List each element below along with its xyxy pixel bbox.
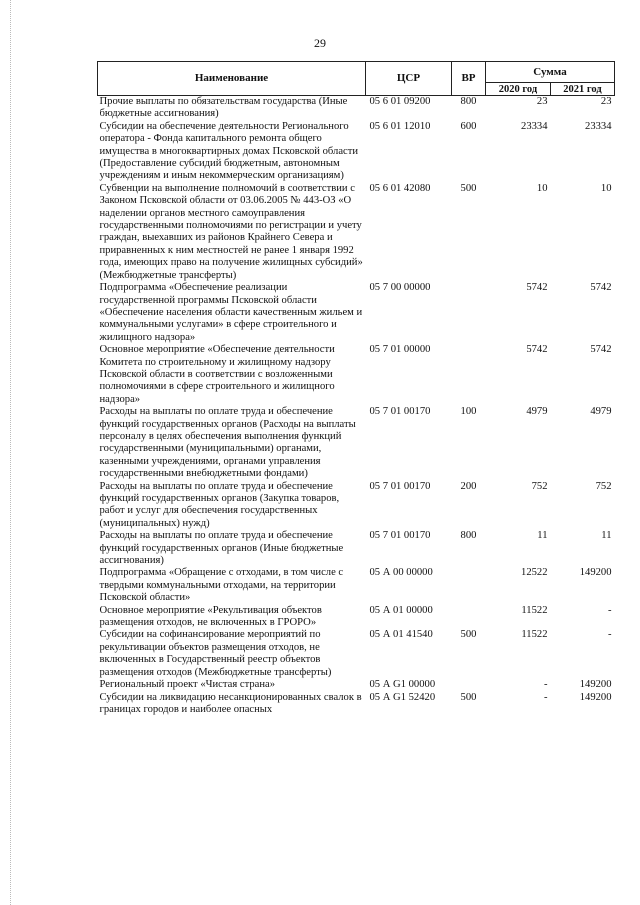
- row-sum-2021: 149200: [579, 679, 612, 691]
- row-vr: [452, 679, 486, 691]
- row-vr: 800: [460, 530, 477, 542]
- row-csr: 05 А G1 52420: [369, 691, 436, 703]
- row-csr: 05 6 01 12010: [369, 120, 431, 132]
- table-row: [98, 605, 615, 630]
- budget-table: [97, 61, 615, 716]
- page-number: 29: [314, 36, 326, 50]
- table-header: [98, 62, 615, 96]
- table-row: [98, 481, 615, 531]
- table-row: [98, 692, 615, 717]
- row-sum-2020: 23: [536, 96, 548, 107]
- row-vr: [452, 567, 486, 604]
- table-row: [98, 530, 615, 567]
- row-csr: 05 7 01 00170: [369, 480, 431, 492]
- row-sum-2020: 5742: [526, 344, 548, 356]
- row-sum-2021: 23: [600, 96, 612, 107]
- table-row: [98, 679, 615, 691]
- header-name: Наименование: [98, 62, 366, 96]
- row-vr: 200: [460, 480, 477, 492]
- row-vr: [452, 282, 486, 344]
- row-sum-2021: -: [607, 629, 612, 641]
- row-vr: 500: [460, 691, 477, 703]
- row-name: Субсидии на ликвидацию несанкционированных свалок в границах городов и наиболее опасных: [99, 691, 362, 715]
- row-sum-2020: -: [543, 691, 548, 703]
- row-name: Основное мероприятие «Рекультивация объектов размещения отходов, не включенных в ГРОРО»: [99, 604, 322, 629]
- row-sum-2020: 10: [536, 182, 548, 194]
- row-csr: 05 7 01 00000: [369, 344, 431, 356]
- table-row: [98, 183, 615, 282]
- row-vr: 100: [460, 406, 477, 418]
- row-sum-2021: 10: [600, 182, 612, 194]
- row-csr: 05 А 01 00000: [369, 604, 433, 616]
- table-body: [98, 96, 615, 717]
- row-csr: 05 6 01 42080: [369, 182, 431, 194]
- row-sum-2021: 4979: [590, 406, 612, 418]
- row-vr: 600: [460, 120, 477, 132]
- header-year-2020: 2020 год: [486, 83, 551, 96]
- row-vr: 500: [460, 182, 477, 194]
- row-csr: 05 6 01 09200: [369, 96, 431, 107]
- row-sum-2020: 12522: [521, 567, 548, 579]
- scan-edge-line: [10, 0, 11, 905]
- row-sum-2020: 11522: [521, 629, 548, 641]
- row-name: Подпрограмма «Обращение с отходами, в том числе с твердыми коммунальными отходами, на территории Псковской области»: [99, 567, 344, 604]
- row-sum-2021: 149200: [579, 691, 612, 703]
- row-vr: [452, 605, 486, 630]
- header-year-2021: 2021 год: [551, 83, 615, 96]
- header-csr: ЦСР: [366, 62, 452, 96]
- row-name: Расходы на выплаты по оплате труда и обеспечение функций государственных органов (Расходы на выплаты персоналу в целях обеспечения выполнения функций государственными (муниципальными) органами, казенными учреждениями, органами управления государственными внебюджетными фондами): [99, 406, 356, 480]
- row-name: Региональный проект «Чистая страна»: [99, 679, 275, 691]
- header-vr: ВР: [452, 62, 486, 96]
- row-csr: 05 7 00 00000: [369, 282, 431, 294]
- row-sum-2021: 11: [601, 530, 612, 542]
- table-row: [98, 282, 615, 344]
- row-name: Расходы на выплаты по оплате труда и обеспечение функций государственных органов (Закупка товаров, работ и услуг для обеспечения государственных (муниципальных) нужд): [99, 480, 340, 529]
- table-row: [98, 121, 615, 183]
- table-row: [98, 629, 615, 679]
- row-name: Прочие выплаты по обязательствам государства (Иные бюджетные ассигнования): [99, 96, 348, 120]
- row-name: Субсидии на софинансирование мероприятий по рекультивации объектов размещения отходов, не включенных в Государственный реестр объектов размещения отходов (Межбюджетные трансферты): [99, 629, 332, 678]
- row-vr: [452, 344, 486, 406]
- row-sum-2020: 23334: [521, 120, 548, 132]
- row-name: Подпрограмма «Обеспечение реализации государственной программы Псковской области «Обеспечение населения области качественным жильем и коммунальными услугами» в сфере строительного и жилищного надзора»: [99, 282, 363, 343]
- row-vr: 500: [460, 629, 477, 641]
- row-csr: 05 7 01 00170: [369, 530, 431, 542]
- table-row: [98, 344, 615, 406]
- row-name: Расходы на выплаты по оплате труда и обеспечение функций государственных органов (Иные бюджетные ассигнования): [99, 530, 344, 567]
- row-csr: 05 7 01 00170: [369, 406, 431, 418]
- table-row: [98, 406, 615, 480]
- row-sum-2020: 11: [537, 530, 548, 542]
- row-sum-2021: 5742: [590, 344, 612, 356]
- row-sum-2020: 11522: [521, 604, 548, 616]
- row-vr: 800: [460, 96, 477, 107]
- header-sum: Сумма: [486, 62, 615, 83]
- row-sum-2021: -: [607, 604, 612, 616]
- table-row: [98, 96, 615, 121]
- row-sum-2020: 4979: [526, 406, 548, 418]
- row-sum-2021: 5742: [590, 282, 612, 294]
- row-csr: 05 А 01 41540: [369, 629, 433, 641]
- row-csr: 05 А G1 00000: [369, 679, 436, 691]
- row-sum-2020: 752: [531, 480, 548, 492]
- row-sum-2021: 23334: [585, 120, 612, 132]
- row-name: Основное мероприятие «Обеспечение деятельности Комитета по строительному и жилищному надзору Псковской области в соответствии с возложенными полномочиями в сфере строительного и жилищного надзора»: [99, 344, 335, 405]
- row-sum-2021: 149200: [579, 567, 612, 579]
- row-csr: 05 А 00 00000: [369, 567, 433, 579]
- row-sum-2020: 5742: [526, 282, 548, 294]
- row-name: Субвенции на выполнение полномочий в соответствии с Законом Псковской области от 03.06.2005 № 443-ОЗ «О наделении органов местного самоуправления государственными полномочиями по регистрации и учету граждан, выехавших из районов Крайнего Севера и приравненных к ним местностей не ранее 1 января 1992 года, имеющих право на получение жилищных субсидий» (Межбюджетные трансферты): [99, 182, 363, 281]
- row-name: Субсидии на обеспечение деятельности Регионального оператора - Фонда капитального ремонта общего имущества в многоквартирных домах Псковской области (Предоставление субсидий бюджетным, автономным учреждениям и иным некоммерческим организациям): [99, 120, 359, 182]
- row-sum-2020: -: [543, 679, 548, 691]
- table-row: [98, 567, 615, 604]
- row-sum-2021: 752: [595, 480, 612, 492]
